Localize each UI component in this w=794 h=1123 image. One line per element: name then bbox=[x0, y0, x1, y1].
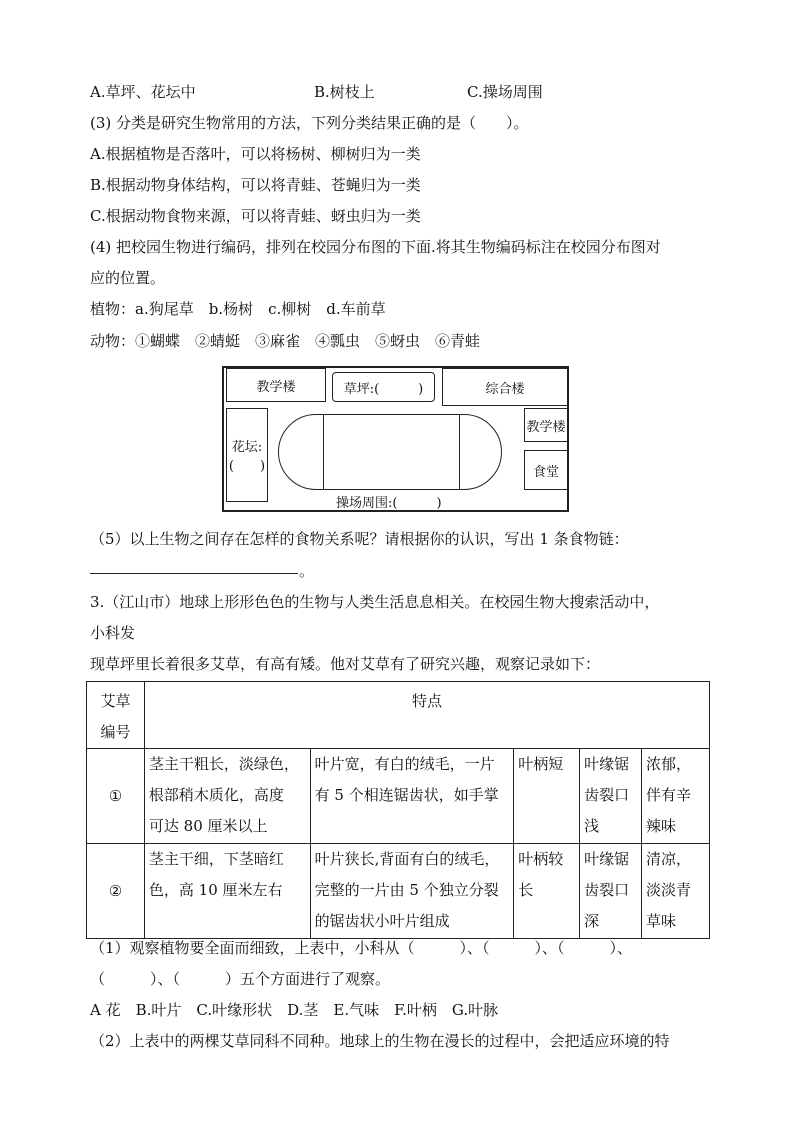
campus-map bbox=[222, 366, 569, 512]
map-playground-label: 操场周围:( ) bbox=[336, 496, 442, 511]
observation-table bbox=[86, 681, 710, 939]
cell-leaf: 叶片狭长,背面有白的绒毛， 完整的一片由 5 个独立分裂 的锯齿状小叶片组成 bbox=[310, 844, 514, 939]
answer-blank-line bbox=[90, 573, 298, 574]
question-3-intro-line-3: 现草坪里长着很多艾草，有高有矮。他对艾草有了研究兴趣，观察记录如下： bbox=[90, 655, 601, 673]
map-canteen: 食堂 bbox=[524, 450, 568, 490]
animal-list: 动物：①蝴蝶 ②蜻蜓 ③麻雀 ④瓢虫 ⑤蚜虫 ⑥青蛙 bbox=[90, 332, 481, 350]
subquestion-1-line-1: （1）观察植物要全面而细致，上表中，小科从（ ）、（ ）、（ ）、 bbox=[90, 939, 633, 957]
table-row bbox=[87, 844, 710, 939]
question-3-intro-line-1: 3.（江山市）地球上形形色色的生物与人类生活息息相关。在校园生物大搜索活动中， bbox=[90, 593, 660, 611]
map-teaching-building-2: 教学楼 bbox=[524, 408, 568, 442]
question-5-end: 。 bbox=[299, 562, 315, 580]
header-id: 艾草 编号 bbox=[87, 682, 145, 749]
map-complex-building: 综合楼 bbox=[442, 368, 568, 406]
map-playground-track bbox=[278, 414, 502, 490]
subquestion-2-line-1: （2）上表中的两棵艾草同科不同种。地球上的生物在漫长的过程中，会把适应环境的特 bbox=[90, 1032, 670, 1050]
question-3-option-c: C.根据动物食物来源，可以将青蛙、蚜虫归为一类 bbox=[90, 207, 421, 225]
question-3-intro-line-2: 小科发 bbox=[90, 624, 136, 642]
plant-list: 植物：a.狗尾草 b.杨树 c.柳树 d.车前草 bbox=[90, 300, 386, 318]
option-b: B.树枝上 bbox=[314, 83, 375, 101]
map-flowerbed: 花坛: ( ) bbox=[226, 408, 268, 502]
option-c: C.操场周围 bbox=[467, 83, 543, 101]
cell-petiole: 叶柄较 长 bbox=[514, 844, 580, 939]
question-5-stem: （5）以上生物之间存在怎样的食物关系呢？请根据你的认识，写出 1 条食物链： bbox=[90, 530, 629, 548]
row-id: ② bbox=[87, 844, 145, 939]
cell-stem: 茎主干细，下茎暗红 色，高 10 厘米左右 bbox=[144, 844, 310, 939]
cell-leaf: 叶片宽，有白的绒毛，一片 有 5 个相连锯齿状，如手掌 bbox=[310, 749, 514, 844]
cell-smell: 浓郁， 伴有辛 辣味 bbox=[642, 749, 710, 844]
subquestion-1-options: A 花 B.叶片 C.叶缘形状 D.茎 E.气味 F.叶柄 G.叶脉 bbox=[90, 1001, 499, 1019]
cell-stem: 茎主干粗长，淡绿色， 根部稍木质化，高度 可达 80 厘米以上 bbox=[144, 749, 310, 844]
option-a: A.草坪、花坛中 bbox=[90, 83, 196, 101]
table-header-row bbox=[87, 682, 710, 749]
cell-margin: 叶缘锯 齿裂口 浅 bbox=[580, 749, 642, 844]
cell-petiole: 叶柄短 bbox=[514, 749, 580, 844]
question-4-line-1: (4) 把校园生物进行编码，排列在校园分布图的下面.将其生物编码标注在校园分布图对 bbox=[90, 238, 661, 256]
cell-smell: 清凉， 淡淡青 草味 bbox=[642, 844, 710, 939]
question-4-line-2: 应的位置。 bbox=[90, 269, 166, 287]
question-3-stem: (3) 分类是研究生物常用的方法，下列分类结果正确的是（ ）。 bbox=[90, 114, 529, 132]
question-3-option-b: B.根据动物身体结构，可以将青蛙、苍蝇归为一类 bbox=[90, 176, 421, 194]
row-id: ① bbox=[87, 749, 145, 844]
question-3-option-a: A.根据植物是否落叶，可以将杨树、柳树归为一类 bbox=[90, 145, 421, 163]
subquestion-1-line-2: （ ）、（ ）五个方面进行了观察。 bbox=[90, 970, 391, 988]
cell-margin: 叶缘锯 齿裂口 深 bbox=[580, 844, 642, 939]
map-lawn: 草坪:( ) bbox=[332, 372, 435, 402]
header-feature: 特点 bbox=[144, 682, 709, 749]
map-teaching-building: 教学楼 bbox=[226, 368, 326, 402]
table-row bbox=[87, 749, 710, 844]
